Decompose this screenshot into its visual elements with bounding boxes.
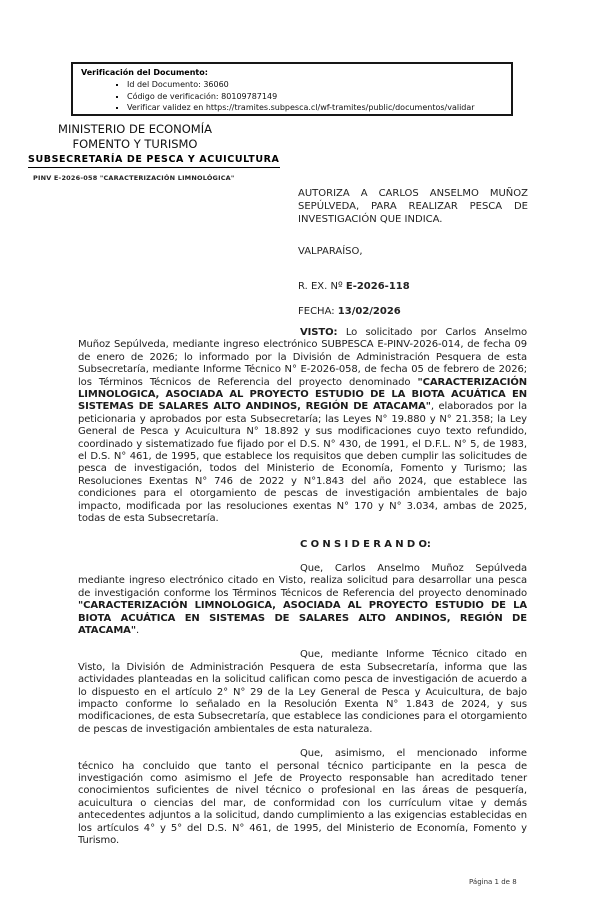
verification-url: ▪ Verificar validez en https://tramites.subpesca.cl/wf-tramites/public/documentos/validar: [127, 102, 505, 114]
ministry-line1: MINISTERIO DE ECONOMÍA: [58, 122, 212, 136]
verification-box: [71, 62, 513, 116]
subsecretaria-title: SUBSECRETARÍA DE PESCA Y ACUICULTURA: [28, 154, 280, 168]
considerando-heading: C O N S I D E R A N D O:: [300, 538, 431, 550]
verification-list: [81, 79, 505, 114]
ministry-line2: FOMENTO Y TURISMO: [72, 136, 198, 151]
resolution-date-value: 13/02/2026: [337, 306, 401, 317]
project-reference: PINV E-2026-058 "CARACTERIZACIÓN LIMNOLÓGICA": [33, 174, 235, 182]
considerando-paragraph-2: Que, mediante Informe Técnico citado en Visto, la División de Administración Pesquera de esta Subsecretaría, informa que las actividades planteadas en la solicitud califican como pesca de investigación de acuerdo a lo dispuesto en el artículo 2° N° 29 de la Ley General de Pesca y Acuicultura, de bajo impacto conforme lo señalado en la Resolución Exenta N° 1.843 de 2024, y sus modificaciones, de esta Subsecretaría, que establece las condiciones para el otorgamiento de pescas de investigación ambientales de esta naturaleza.: [78, 649, 527, 735]
document-body: [78, 327, 527, 847]
resolution-number: [298, 281, 410, 292]
verification-title: Verificación del Documento:: [81, 68, 208, 77]
considerando-paragraph-1: Que, Carlos Anselmo Muñoz Sepúlveda mediante ingreso electrónico citado en Visto, realiza solicitud para desarrollar una pesca de investigación conforme los Términos Técnicos de Referencia del proyecto denominado "CARACTERIZACIÓN LIMNOLOGICA, ASOCIADA AL PROYECTO ESTUDIO DE LA BIOTA ACUÁTICA EN SISTEMAS DE SALARES ALTO ANDINOS, REGIÓN DE ATACAMA".: [78, 562, 527, 636]
resolution-date: [298, 306, 401, 317]
resolution-subject: AUTORIZA A CARLOS ANSELMO MUÑOZ SEPÚLVEDA, PARA REALIZAR PESCA DE INVESTIGACIÓN QUE INDICA.: [298, 188, 528, 225]
verification-document-id: ▪ Id del Documento: 36060: [127, 79, 505, 91]
city-line: VALPARAÍSO,: [298, 246, 363, 257]
resolution-number-value: E-2026-118: [345, 281, 410, 292]
page-number-indicator: Página 1 de 8: [469, 878, 517, 886]
visto-paragraph: VISTO: Lo solicitado por Carlos Anselmo Muñoz Sepúlveda, mediante ingreso electrónico SUBPESCA E-PINV-2026-014, de fecha 09 de enero de 2026; lo informado por la División de Administración Pesquera de esta Subsecretaría, mediante Informe Técnico N° E-2026-058, de fecha 05 de febrero de 2026; los Términos Técnicos de Referencia del proyecto denominado "CARACTERIZACIÓN LIMNOLOGICA, ASOCIADA AL PROYECTO ESTUDIO DE LA BIOTA ACUÁTICA EN SISTEMAS DE SALARES ALTO ANDINOS, REGIÓN DE ATACAMA", elaborados por la peticionaria y aprobados por esta Subsecretaría; las Leyes N° 19.880 y N° 21.358; la Ley General de Pesca y Acuicultura N° 18.892 y sus modificaciones cuyo texto refundido, coordinado y sistematizado fue fijado por el D.S. N° 430, de 1991, el D.F.L. N° 5, de 1983, el D.S. N° 461, de 1995, que establece los requisitos que deben cumplir las solicitudes de pesca de investigación, todos del Ministerio de Economía, Fomento y Turismo; las Resoluciones Exentas N° 746 de 2022 y N°1.843 del año 2024, que establece las condiciones para el otorgamiento de pescas de investigación ambientales de bajo impacto, modificada por las resoluciones exentas N° 170 y N° 3.034, ambas de 2025, todas de esta Subsecretaría.: [78, 327, 527, 525]
resolution-number-label: R. EX. Nº: [298, 281, 346, 292]
ministry-header: [28, 122, 242, 151]
verification-code: ▪ Código de verificación: 80109787149: [127, 91, 505, 103]
resolution-date-label: FECHA:: [298, 306, 338, 317]
considerando-paragraph-3: Que, asimismo, el mencionado informe técnico ha concluido que tanto el personal técnico participante en la pesca de investigación como asimismo el Jefe de Proyecto responsable han acreditado tener conocimientos suficientes de nivel técnico o profesional en las áreas de pesquería, acuicultura o ciencias del mar, de conformidad con los currículum vitae y demás antecedentes adjuntos a la solicitud, dando cumplimiento a las exigencias establecidas en los artículos 4° y 5° del D.S. N° 461, de 1995, del Ministerio de Economía, Fomento y Turismo.: [78, 748, 527, 847]
